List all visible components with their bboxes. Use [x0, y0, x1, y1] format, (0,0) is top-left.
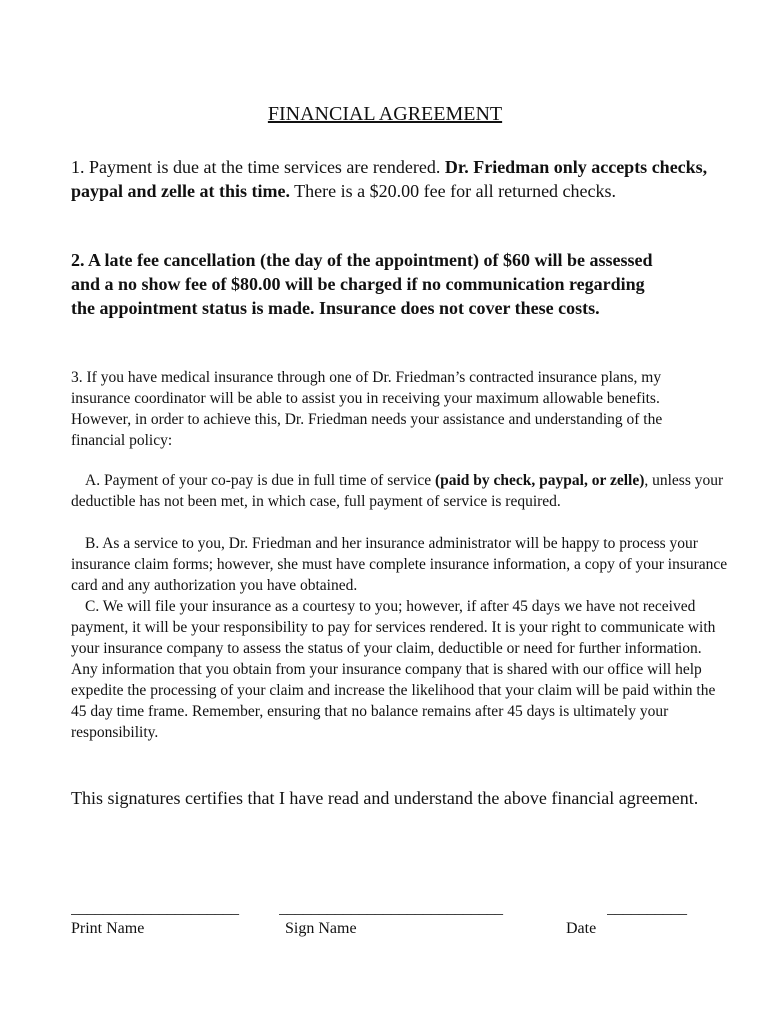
print-name-line[interactable]: _____________________ — [71, 900, 239, 917]
print-name-label: Print Name — [71, 920, 145, 937]
insurance-paragraph: 3. If you have medical insurance through one of Dr. Friedman’s contracted insurance plans, my insurance coordinator will be able to assist you in receiving your maximum allowable benefits. However, in order to achieve this, Dr. Friedman needs your assistance and understanding of the financial policy: — [71, 369, 663, 449]
copay-subparagraph — [71, 470, 731, 512]
copay-text: A. Payment of your co-pay is due in full time of service — [85, 472, 435, 489]
document-title: FINANCIAL AGREEMENT — [267, 103, 503, 125]
sign-name-label: Sign Name — [285, 920, 357, 937]
payment-terms-paragraph — [71, 155, 761, 203]
insurance-courtesy-subparagraph: C. We will file your insurance as a courtesy to you; however, if after 45 days we have not received payment, it will be your responsibility to pay for services rendered. It is your right to communicate with your insurance company to assess the status of your claim, deductible or need for further information. Any information that you obtain from your insurance company that is shared with our office will help expedite the processing of your claim and increase the likelihood that your claim will be paid within the 45 day time frame. Remember, ensuring that no balance remains after 45 days is ultimately your responsibility. — [71, 598, 716, 741]
returned-check-fee-text: There is a $20.00 fee for all returned checks. — [290, 181, 617, 201]
certification-statement: This signatures certifies that I have read and understand the above financial agreement. — [71, 788, 699, 808]
sign-name-line[interactable]: ____________________________ — [279, 900, 503, 917]
claim-forms-subparagraph: B. As a service to you, Dr. Friedman and her insurance administrator will be happy to process your insurance claim forms; however, she must have complete insurance information, a copy of your insurance card and any authorization you have obtained. — [71, 535, 728, 594]
payment-methods-bold-text: Dr. Friedman only accepts checks, paypal and zelle at this time. — [71, 157, 708, 201]
date-line[interactable]: __________ — [607, 900, 687, 917]
late-fee-paragraph: 2. A late fee cancellation (the day of the appointment) of $60 will be assessed and a no show fee of $80.00 will be charged if no communication regarding the appointment status is made. Insurance does not cover these costs. — [71, 250, 653, 318]
date-label: Date — [566, 920, 597, 937]
deductible-text: , unless your deductible has not been met, in which case, full payment of service is required. — [71, 472, 724, 510]
payment-terms-text: 1. Payment is due at the time services are rendered. — [71, 157, 445, 177]
copay-payment-methods-bold-text: (paid by check, paypal, or zelle) — [434, 472, 645, 489]
